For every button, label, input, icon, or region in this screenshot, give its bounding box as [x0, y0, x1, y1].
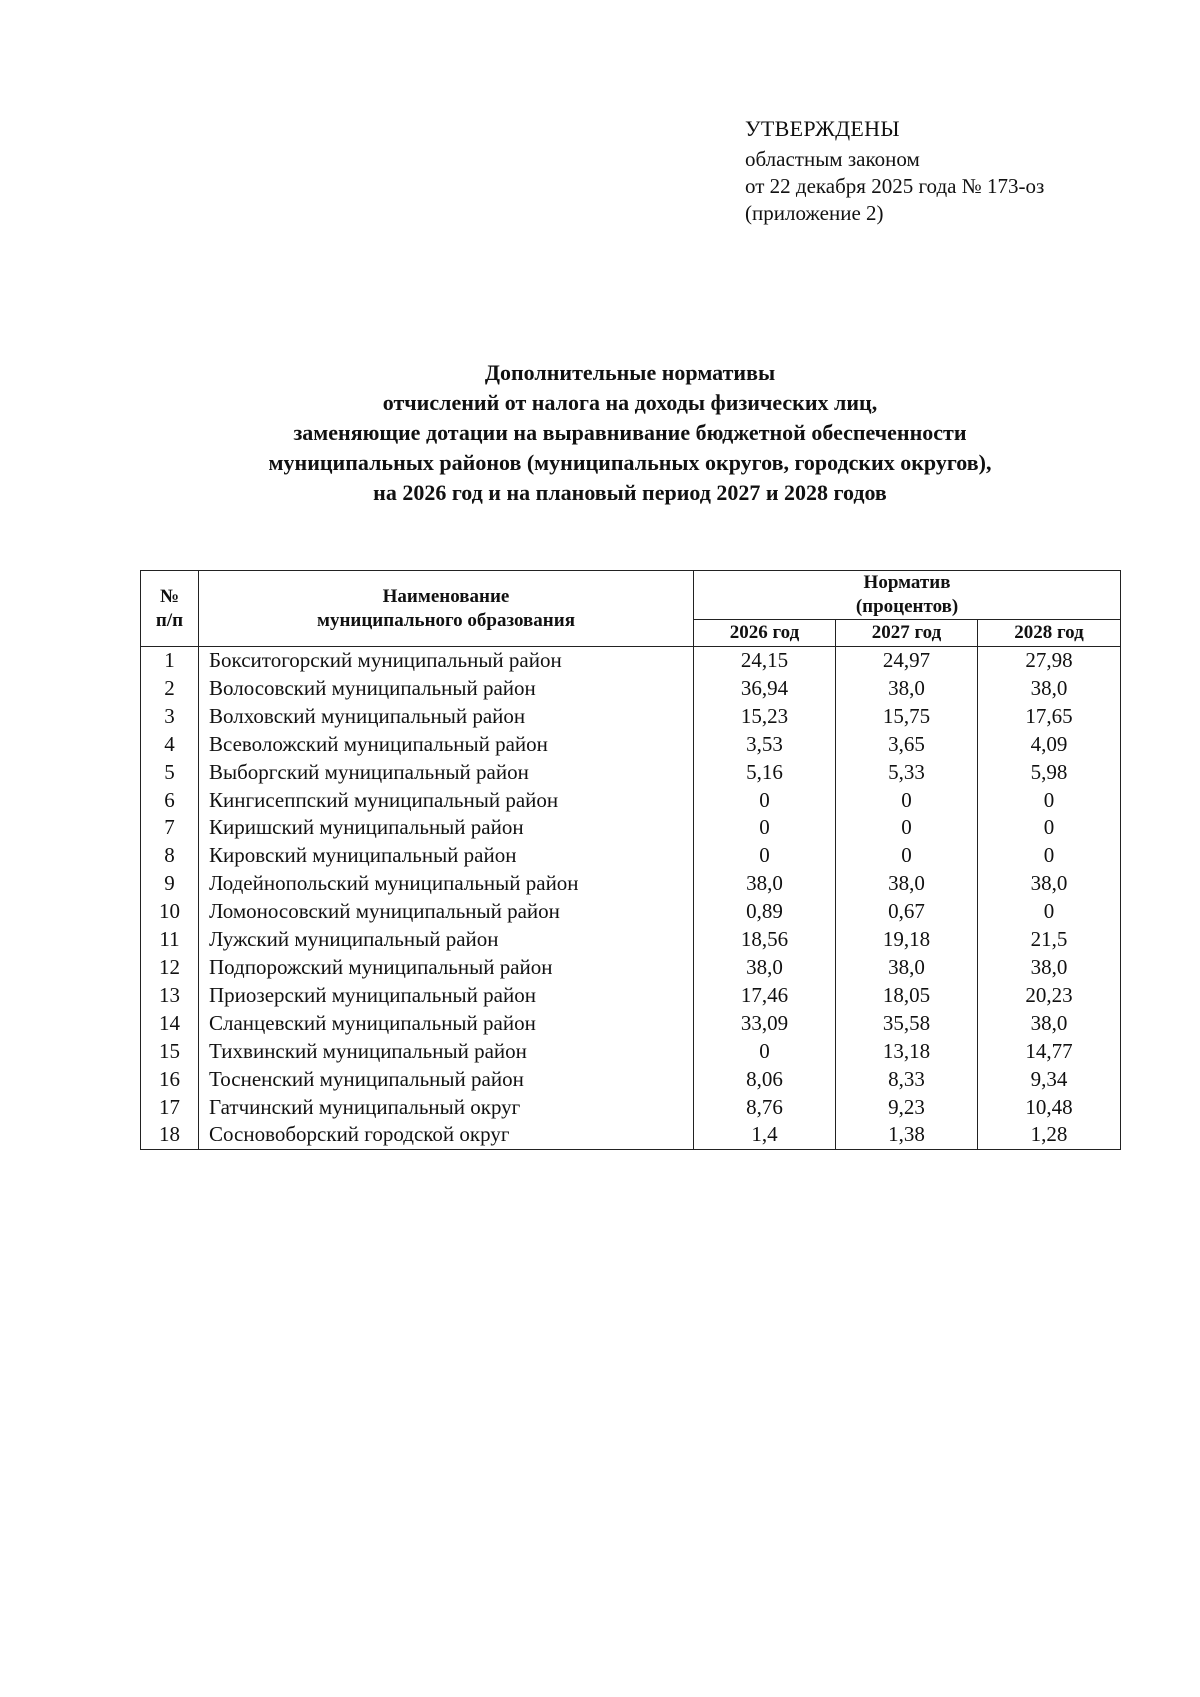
row-value-2028: 1,28 — [978, 1121, 1121, 1149]
row-number: 17 — [141, 1094, 199, 1122]
table-row — [141, 1094, 1121, 1122]
row-value-2026: 0 — [694, 814, 836, 842]
row-value-2027: 35,58 — [836, 1010, 978, 1038]
row-municipality-name: Тосненский муниципальный район — [199, 1066, 694, 1094]
table-row — [141, 954, 1121, 982]
row-municipality-name: Подпорожский муниципальный район — [199, 954, 694, 982]
row-value-2028: 10,48 — [978, 1094, 1121, 1122]
header-year-2027: 2027 год — [836, 620, 978, 647]
row-value-2028: 9,34 — [978, 1066, 1121, 1094]
approval-heading: УТВЕРЖДЕНЫ — [745, 116, 900, 141]
header-norm — [694, 571, 1121, 620]
row-value-2027: 18,05 — [836, 982, 978, 1010]
header-year-2026: 2026 год — [694, 620, 836, 647]
row-number: 11 — [141, 926, 199, 954]
row-value-2027: 13,18 — [836, 1038, 978, 1066]
table-row — [141, 759, 1121, 787]
row-municipality-name: Сосновоборский городской округ — [199, 1121, 694, 1149]
row-value-2027: 0 — [836, 814, 978, 842]
row-municipality-name: Киришский муниципальный район — [199, 814, 694, 842]
row-value-2028: 38,0 — [978, 954, 1121, 982]
norms-table — [140, 570, 1121, 1150]
title-line-2: отчислений от налога на доходы физических лиц, — [382, 390, 878, 415]
row-value-2027: 5,33 — [836, 759, 978, 787]
row-municipality-name: Приозерский муниципальный район — [199, 982, 694, 1010]
title-line-3: заменяющие дотации на выравнивание бюджетной обеспеченности — [293, 420, 967, 445]
row-municipality-name: Гатчинский муниципальный округ — [199, 1094, 694, 1122]
row-value-2026: 15,23 — [694, 703, 836, 731]
row-value-2028: 20,23 — [978, 982, 1121, 1010]
header-name-line1: Наименование — [382, 585, 510, 607]
row-number: 2 — [141, 675, 199, 703]
row-value-2028: 5,98 — [978, 759, 1121, 787]
row-value-2028: 38,0 — [978, 675, 1121, 703]
row-value-2027: 3,65 — [836, 731, 978, 759]
row-number: 10 — [141, 898, 199, 926]
row-number: 4 — [141, 731, 199, 759]
row-value-2028: 38,0 — [978, 1010, 1121, 1038]
table-row — [141, 1066, 1121, 1094]
row-value-2026: 8,06 — [694, 1066, 836, 1094]
row-value-2028: 4,09 — [978, 731, 1121, 759]
row-value-2027: 19,18 — [836, 926, 978, 954]
header-year-2028: 2028 год — [978, 620, 1121, 647]
table-row — [141, 675, 1121, 703]
document-title — [120, 358, 1140, 508]
row-municipality-name: Волосовский муниципальный район — [199, 675, 694, 703]
row-value-2026: 24,15 — [694, 647, 836, 675]
row-value-2027: 24,97 — [836, 647, 978, 675]
row-value-2026: 8,76 — [694, 1094, 836, 1122]
row-value-2026: 38,0 — [694, 954, 836, 982]
table-row — [141, 1010, 1121, 1038]
row-municipality-name: Выборгский муниципальный район — [199, 759, 694, 787]
table-row — [141, 898, 1121, 926]
row-value-2027: 0,67 — [836, 898, 978, 926]
row-municipality-name: Кировский муниципальный район — [199, 842, 694, 870]
row-value-2028: 0 — [978, 814, 1121, 842]
row-value-2026: 3,53 — [694, 731, 836, 759]
row-value-2027: 38,0 — [836, 870, 978, 898]
row-number: 16 — [141, 1066, 199, 1094]
header-name — [199, 571, 694, 647]
table-row — [141, 842, 1121, 870]
row-number: 6 — [141, 787, 199, 815]
row-number: 1 — [141, 647, 199, 675]
row-value-2028: 21,5 — [978, 926, 1121, 954]
header-norm-line1: Норматив — [863, 572, 951, 593]
table-row — [141, 731, 1121, 759]
row-value-2027: 38,0 — [836, 954, 978, 982]
header-norm-line2: (процентов) — [855, 596, 959, 617]
row-value-2027: 0 — [836, 842, 978, 870]
row-value-2026: 33,09 — [694, 1010, 836, 1038]
row-municipality-name: Тихвинский муниципальный район — [199, 1038, 694, 1066]
approval-law-line: областным законом — [745, 147, 920, 171]
row-number: 5 — [141, 759, 199, 787]
row-number: 15 — [141, 1038, 199, 1066]
row-number: 7 — [141, 814, 199, 842]
row-number: 13 — [141, 982, 199, 1010]
row-value-2027: 38,0 — [836, 675, 978, 703]
row-value-2028: 14,77 — [978, 1038, 1121, 1066]
row-value-2026: 18,56 — [694, 926, 836, 954]
header-number — [141, 571, 199, 647]
row-number: 3 — [141, 703, 199, 731]
row-value-2026: 38,0 — [694, 870, 836, 898]
row-value-2027: 15,75 — [836, 703, 978, 731]
row-value-2028: 0 — [978, 842, 1121, 870]
row-value-2028: 38,0 — [978, 870, 1121, 898]
row-value-2026: 1,4 — [694, 1121, 836, 1149]
row-municipality-name: Ломоносовский муниципальный район — [199, 898, 694, 926]
row-value-2026: 0 — [694, 1038, 836, 1066]
row-number: 18 — [141, 1121, 199, 1149]
table-row — [141, 870, 1121, 898]
row-municipality-name: Бокситогорский муниципальный район — [199, 647, 694, 675]
table-row — [141, 814, 1121, 842]
approval-stamp — [745, 112, 1165, 227]
table-row — [141, 1121, 1121, 1149]
row-value-2026: 5,16 — [694, 759, 836, 787]
table-row — [141, 982, 1121, 1010]
row-value-2028: 17,65 — [978, 703, 1121, 731]
row-municipality-name: Сланцевский муниципальный район — [199, 1010, 694, 1038]
row-number: 8 — [141, 842, 199, 870]
row-number: 12 — [141, 954, 199, 982]
row-value-2026: 17,46 — [694, 982, 836, 1010]
row-municipality-name: Лодейнопольский муниципальный район — [199, 870, 694, 898]
row-municipality-name: Лужский муниципальный район — [199, 926, 694, 954]
row-number: 14 — [141, 1010, 199, 1038]
row-value-2026: 0,89 — [694, 898, 836, 926]
title-line-5: на 2026 год и на плановый период 2027 и 2028 годов — [373, 480, 887, 505]
approval-appendix-line: (приложение 2) — [745, 201, 884, 225]
row-value-2027: 9,23 — [836, 1094, 978, 1122]
row-number: 9 — [141, 870, 199, 898]
row-municipality-name: Волховский муниципальный район — [199, 703, 694, 731]
table-row — [141, 647, 1121, 675]
row-value-2027: 0 — [836, 787, 978, 815]
row-value-2026: 0 — [694, 842, 836, 870]
row-value-2027: 1,38 — [836, 1121, 978, 1149]
table-row — [141, 1038, 1121, 1066]
approval-date-line: от 22 декабря 2025 года № 173-оз — [745, 174, 1045, 198]
row-value-2028: 0 — [978, 898, 1121, 926]
row-value-2028: 0 — [978, 787, 1121, 815]
row-municipality-name: Всеволожский муниципальный район — [199, 731, 694, 759]
row-municipality-name: Кингисеппский муниципальный район — [199, 787, 694, 815]
table-row — [141, 926, 1121, 954]
title-line-4: муниципальных районов (муниципальных округов, городских округов), — [268, 450, 992, 475]
header-number-line2: п/п — [155, 609, 184, 631]
title-line-1: Дополнительные нормативы — [484, 360, 776, 385]
table-row — [141, 703, 1121, 731]
row-value-2026: 0 — [694, 787, 836, 815]
row-value-2028: 27,98 — [978, 647, 1121, 675]
table-row — [141, 787, 1121, 815]
header-number-line1: № — [159, 585, 180, 607]
header-name-line2: муниципального образования — [317, 609, 575, 631]
row-value-2027: 8,33 — [836, 1066, 978, 1094]
row-value-2026: 36,94 — [694, 675, 836, 703]
